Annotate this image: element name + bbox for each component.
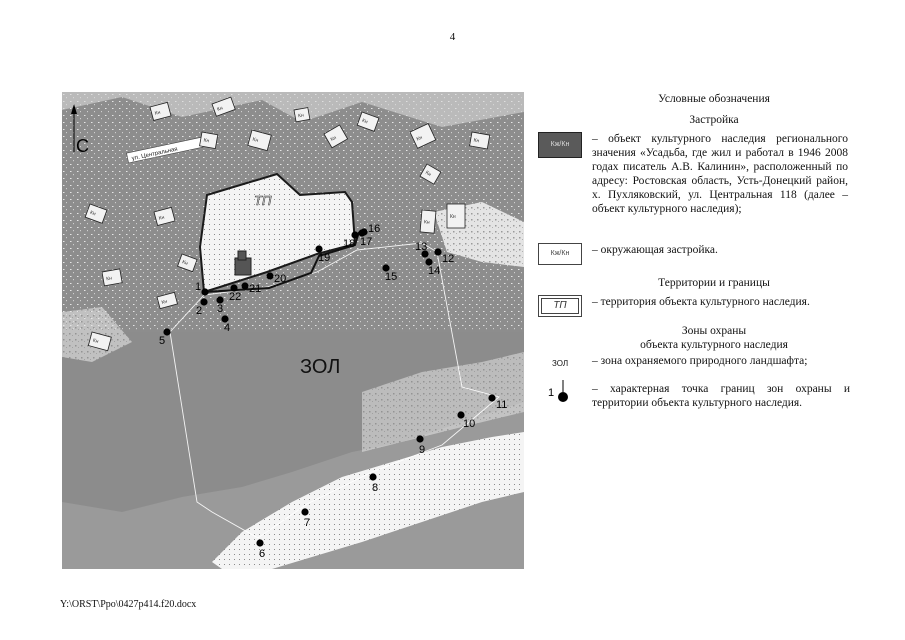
boundary-point-label: 6 — [259, 548, 266, 560]
page-number: 4 — [449, 31, 456, 43]
tp-description: – территория объекта культурного наследия. — [592, 296, 810, 308]
tp-label: ТП — [254, 193, 272, 208]
boundary-point-label: 5 — [159, 335, 166, 347]
boundary-point-marker — [266, 272, 273, 279]
point-symbol-icon — [546, 378, 576, 408]
building-symbol: Кж/Кн — [538, 243, 582, 265]
boundary-point-label: 14 — [428, 265, 441, 277]
surrounding-building — [102, 269, 122, 286]
boundary-point-label: 12 — [442, 253, 455, 265]
building-label: Кн — [450, 214, 456, 220]
site-map-canvas — [62, 92, 524, 569]
legend-section-territory: Территории и границы — [658, 277, 770, 289]
boundary-point-label: 3 — [217, 303, 224, 315]
legend-section-building: Застройка — [689, 114, 739, 126]
boundary-point-label: 20 — [274, 273, 287, 285]
boundary-point-label: 15 — [385, 271, 398, 283]
surrounding-building — [470, 132, 490, 149]
boundary-point-label: 11 — [496, 399, 508, 411]
boundary-point-label: 1 — [195, 281, 202, 293]
surrounding-building — [447, 204, 465, 228]
heritage-symbol: Кж/Кн — [538, 132, 582, 158]
building-label: Кн — [92, 337, 100, 345]
site-map — [62, 92, 524, 569]
building-label: Кн — [203, 137, 210, 145]
footer-file-path: Y:\ORST\Ppo\0427p414.f20.docx — [60, 599, 197, 610]
surrounding-building — [294, 108, 310, 122]
boundary-point-marker — [201, 288, 208, 295]
boundary-point-marker — [369, 473, 376, 480]
boundary-point-label: 13 — [415, 241, 428, 253]
zol-label: ЗОЛ — [300, 356, 341, 378]
legend-title: Условные обозначения — [658, 93, 770, 105]
building-label: Кн — [251, 136, 259, 144]
boundary-point-marker — [416, 435, 423, 442]
point-description: – характерная точка границ зон охраны и территории объекта культурного наследия. — [592, 383, 850, 409]
boundary-point-label: 18 — [343, 238, 356, 250]
boundary-point-label: 8 — [372, 482, 379, 494]
building-label: Кн — [423, 219, 430, 226]
heritage-description: – объект культурного наследия регионального значения «Усадьба, где жил и работал в 1946 2008 годах писатель А.В. Калинин», расположенный по адресу: Ростовская область, Усть-Донецкий район, х. Пухляковский, ул. Центральная 118 (далее – объект культурного наследия); — [592, 133, 848, 215]
heritage-building — [235, 258, 251, 275]
boundary-point-label: 9 — [419, 444, 426, 456]
boundary-point-marker — [256, 539, 263, 546]
north-label: С — [76, 136, 89, 156]
boundary-point-label: 19 — [318, 252, 331, 264]
boundary-point-label: 17 — [360, 236, 373, 248]
legend-section-zones-line2: объекта культурного наследия — [640, 339, 788, 351]
zol-symbol: ЗОЛ — [552, 359, 569, 368]
building-label: Кн — [160, 298, 168, 306]
zol-description: – зона охраняемого природного ландшафта; — [592, 355, 808, 367]
boundary-point-label: 22 — [229, 291, 242, 303]
boundary-point-marker — [301, 508, 308, 515]
building-label: Кн — [424, 169, 433, 178]
building-label: Кн — [154, 109, 162, 117]
boundary-point-label: 4 — [224, 322, 231, 334]
boundary-point-label: 7 — [304, 517, 311, 529]
surrounding-building — [200, 132, 218, 149]
boundary-point-label: 21 — [249, 283, 262, 295]
building-label: Кн — [158, 214, 166, 222]
street-label: ул. Центральная — [131, 146, 179, 163]
building-label: Кн — [361, 117, 369, 126]
building-label: Кн — [415, 134, 424, 143]
building-label: Кн — [181, 259, 189, 267]
boundary-point-label: 2 — [196, 305, 203, 317]
tp-symbol: ТП — [538, 295, 582, 317]
building-label: Кн — [216, 105, 224, 113]
heritage-building-porch — [238, 251, 246, 260]
legend-section-zones-line1: Зоны охраны — [681, 325, 747, 337]
boundary-point-label: 16 — [368, 223, 381, 235]
building-label: Кн — [297, 112, 305, 120]
building-label: Кн — [105, 275, 113, 283]
point-symbol-label: 1 — [548, 387, 555, 399]
legend-section-zones — [558, 324, 870, 352]
building-label: Кн — [89, 209, 97, 218]
building-label: Кн — [329, 134, 338, 143]
building-description: – окружающая застройка. — [592, 244, 718, 256]
building-label: Кн — [473, 137, 480, 145]
surrounding-building — [420, 210, 436, 233]
boundary-point-marker — [241, 282, 248, 289]
boundary-point-marker — [434, 248, 441, 255]
boundary-point-marker — [488, 394, 495, 401]
boundary-point-label: 10 — [463, 418, 476, 430]
